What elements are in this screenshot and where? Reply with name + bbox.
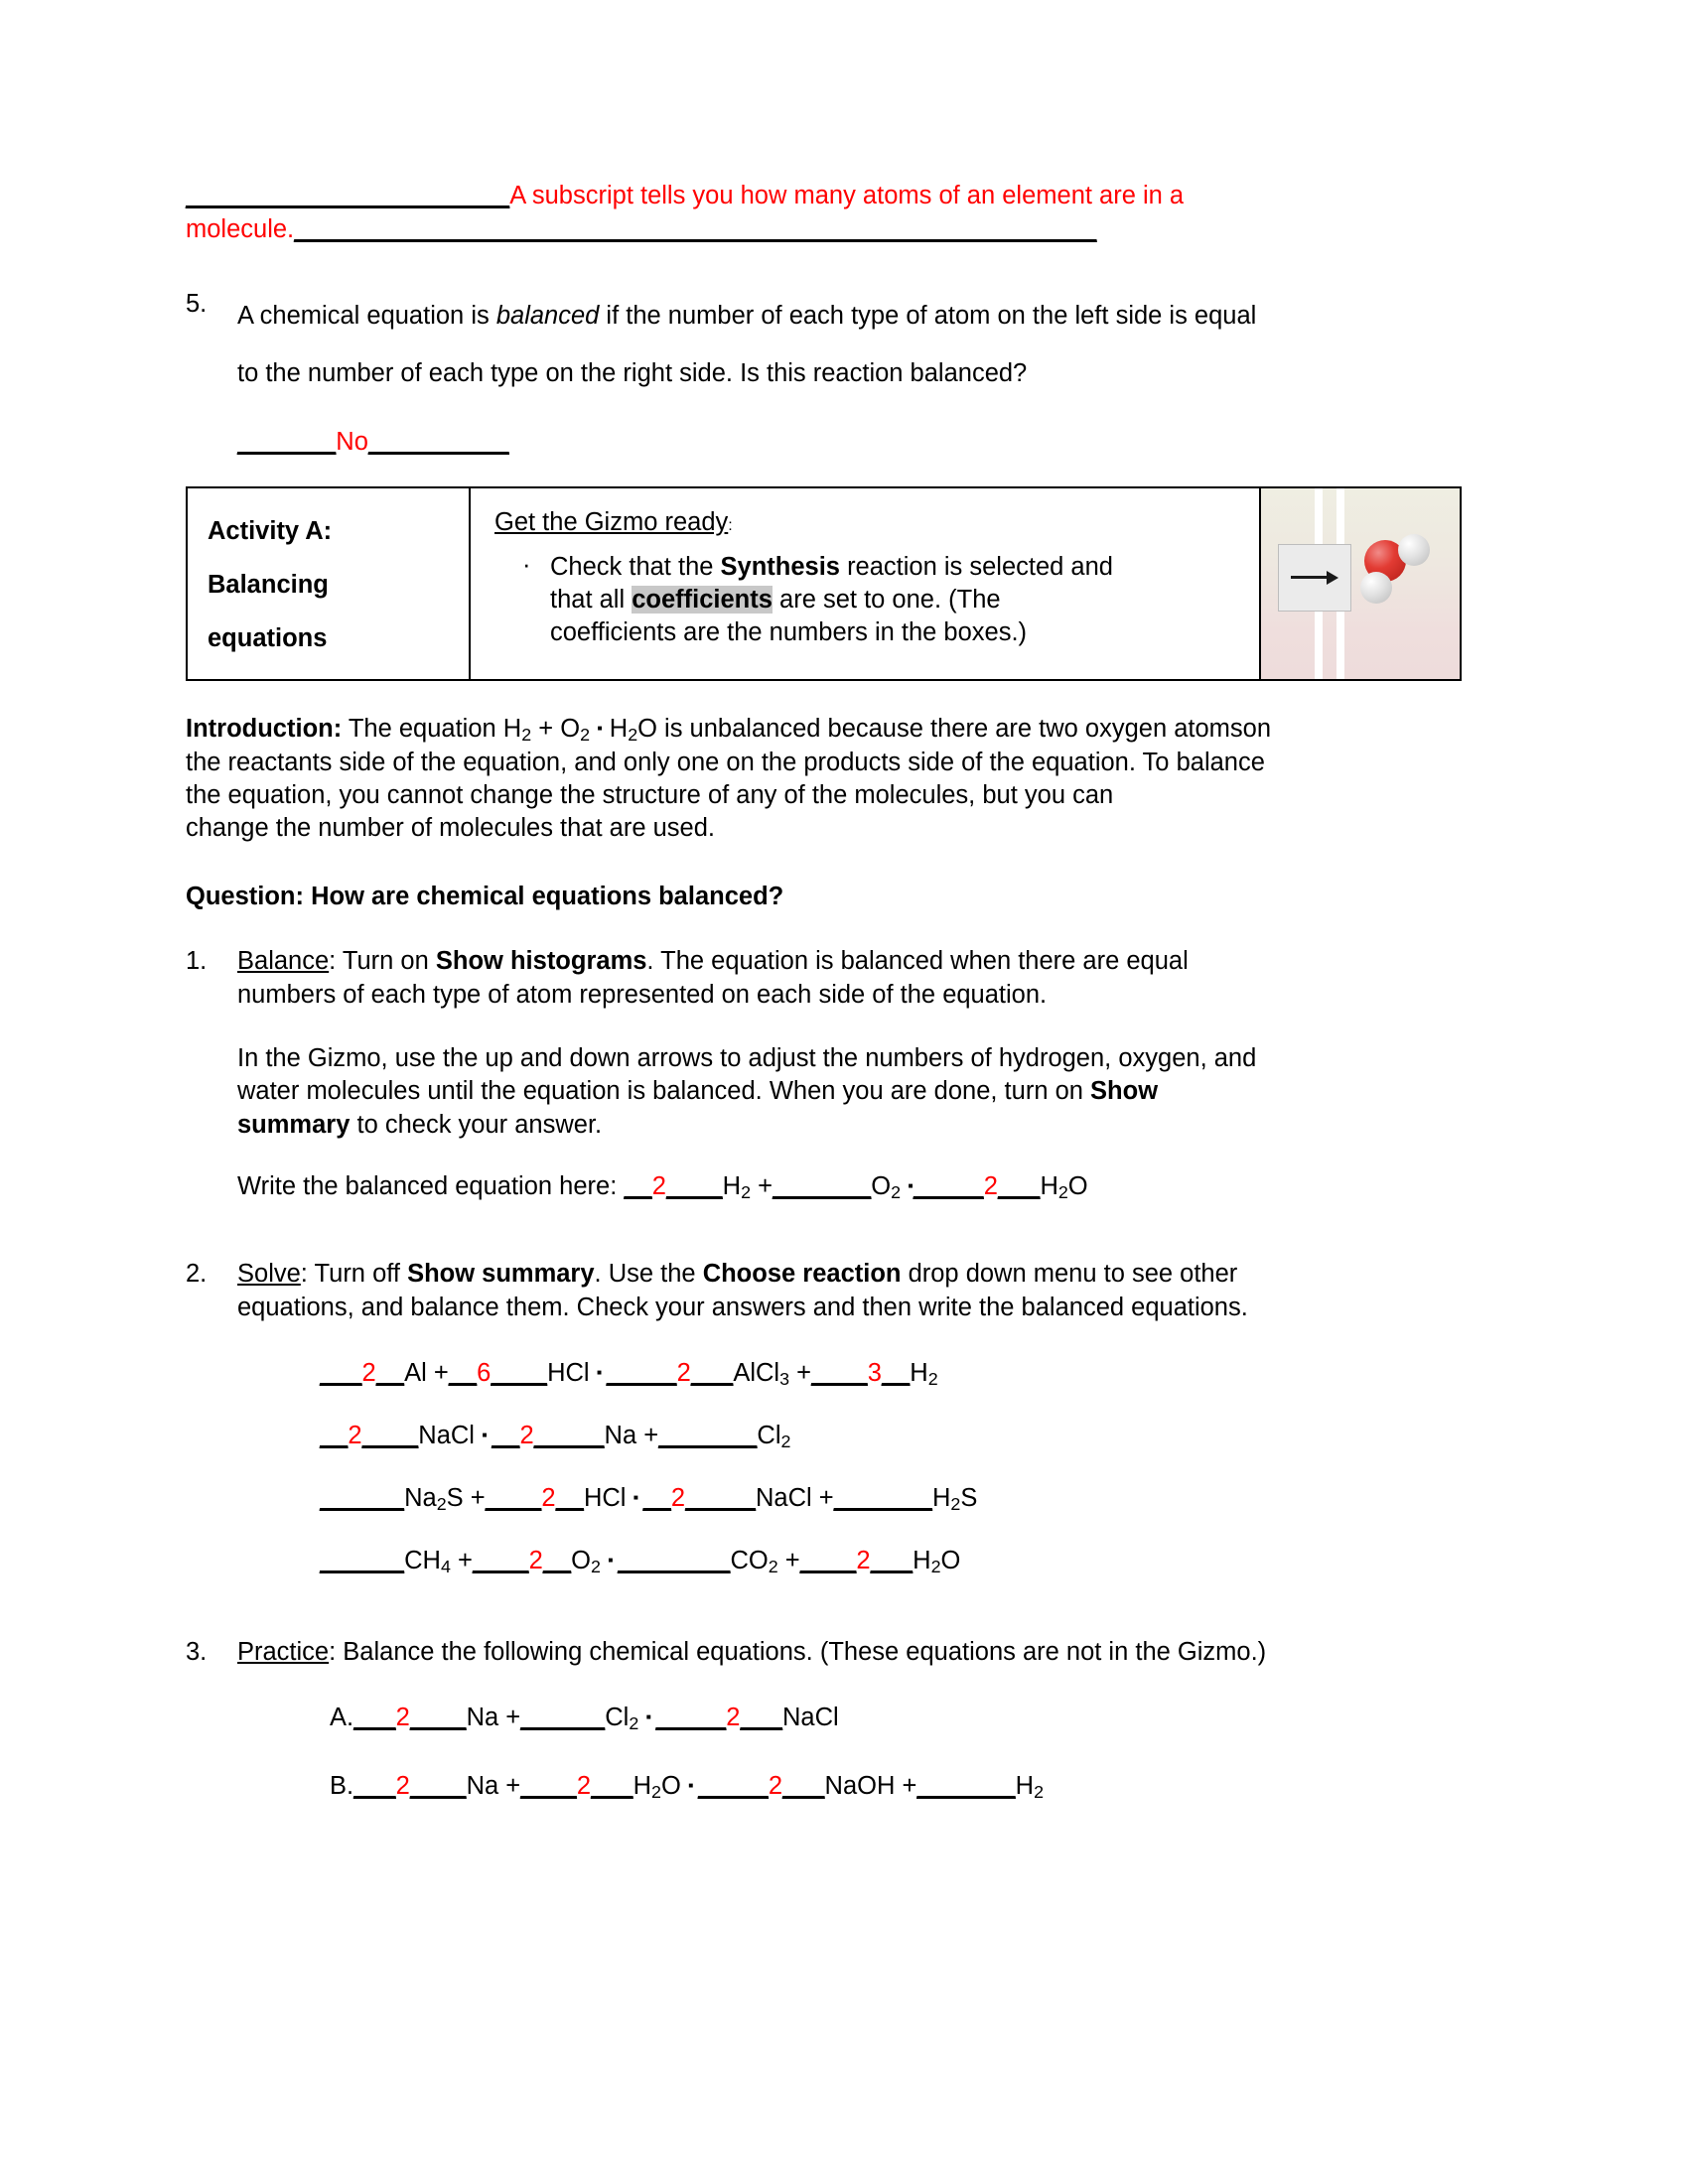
activity-a-label: Activity A: bbox=[208, 517, 333, 546]
item-2-text-c: drop down menu to see other bbox=[901, 1260, 1238, 1289]
item2-eq-0-text-3: Al + bbox=[404, 1358, 449, 1387]
item-1-write-equation-line bbox=[237, 1172, 1511, 1203]
item3-eq-1-blank-7: ___ bbox=[591, 1772, 633, 1800]
item-3-body bbox=[237, 1636, 1511, 1670]
eq1-coefficient-h2: 2 bbox=[651, 1171, 666, 1200]
item3-eq-1-formula-15: $H_2$ bbox=[1015, 1772, 1045, 1802]
item2-eq-1-blank-2: ____ bbox=[361, 1421, 419, 1449]
introduction-line1-a: The equation H bbox=[342, 714, 522, 743]
item2-eq-0-blank-4: __ bbox=[448, 1358, 478, 1387]
question-5-answer-post-blank: __________ bbox=[367, 428, 509, 457]
equation-row-practice-a-sodium-chlorine bbox=[330, 1704, 1511, 1734]
question-5-answer-pre-blank: _______ bbox=[237, 428, 337, 457]
item3-eq-1-text-0: B. bbox=[330, 1772, 354, 1800]
introduction-line2: the reactants side of the equation, and only one on the products side of the equation. To balance bbox=[186, 748, 1265, 776]
gizmo-thumbnail bbox=[1259, 488, 1460, 679]
item2-eq-1-arrow-glyph: ▪ bbox=[482, 1427, 492, 1444]
bullet-1-bold-synthesis: Synthesis bbox=[720, 553, 840, 582]
item2-eq-2-blank-0: ______ bbox=[320, 1483, 405, 1512]
item2-eq-0-blank-15: __ bbox=[881, 1358, 911, 1387]
item3-eq-1-blank-10: _____ bbox=[697, 1772, 769, 1800]
equation-row-sodium-chloride-decomposition bbox=[320, 1422, 1511, 1452]
item-1-underlined-label: Balance bbox=[237, 947, 330, 976]
item-3-equation-list bbox=[330, 1704, 1511, 1803]
item-1 bbox=[186, 945, 1511, 1012]
activity-a-box bbox=[186, 486, 1462, 681]
question-5-text-b: if the number of each type of atom on the left side is equal bbox=[599, 302, 1257, 331]
question-5-text-a: A chemical equation is bbox=[237, 302, 496, 331]
item2-eq-1-blank-9: _______ bbox=[658, 1421, 758, 1449]
item3-eq-1-formula-8: $H_2O$ bbox=[633, 1772, 688, 1802]
item2-eq-0-coefficient-5: 6 bbox=[477, 1358, 492, 1387]
item2-eq-1-text-3: NaCl bbox=[418, 1421, 483, 1449]
item3-eq-1-coefficient-11: 2 bbox=[768, 1772, 782, 1800]
eq1-sub-2: 2 bbox=[891, 1181, 902, 1202]
top-answer-trailing-blank: _________________________________________________________ bbox=[294, 215, 1097, 244]
introduction-sub-3: 2 bbox=[628, 724, 638, 745]
item2-eq-0-formula-12: AlCl$_3$ + bbox=[733, 1358, 811, 1389]
item2-eq-3-subscript-1: 4 bbox=[440, 1556, 451, 1576]
item3-eq-1-subscript-8: 2 bbox=[651, 1781, 661, 1802]
item-1-para2-a: In the Gizmo, use the up and down arrows to adjust the numbers of hydrogen, oxygen, and bbox=[237, 1043, 1257, 1072]
activity-a-subject-line1: Balancing bbox=[208, 570, 329, 599]
item3-eq-1-text-4: Na + bbox=[466, 1772, 521, 1800]
activity-a-bullet-list bbox=[494, 551, 1243, 649]
question-5-answer-line bbox=[237, 428, 1511, 457]
get-gizmo-ready-colon: : bbox=[728, 517, 733, 535]
question-5-italic-balanced: balanced bbox=[495, 302, 600, 331]
question-5 bbox=[186, 288, 1511, 402]
equation-row-methane-combustion bbox=[320, 1547, 1511, 1577]
item-1-bold-show-histograms: Show histograms bbox=[435, 947, 647, 976]
bullet-1-text-b: reaction is selected and bbox=[839, 553, 1113, 582]
item3-eq-1-blank-12: ___ bbox=[782, 1772, 825, 1800]
eq1-sub-1: 2 bbox=[741, 1181, 752, 1202]
item2-eq-2-subscript-12: 2 bbox=[950, 1493, 961, 1514]
item2-eq-0-coefficient-10: 2 bbox=[676, 1358, 691, 1387]
introduction-line1-c: H bbox=[602, 714, 629, 743]
item-2-text-d: equations, and balance them. Check your answers and then write the balanced equations. bbox=[237, 1294, 1248, 1322]
top-answer-block bbox=[186, 179, 1511, 246]
question-heading: Question: How are chemical equations balanced? bbox=[186, 883, 784, 911]
equation-row-aluminum-hydrochloric-acid bbox=[320, 1359, 1511, 1390]
item-2-bold-show-summary: Show summary bbox=[407, 1260, 595, 1289]
item-1-number: 1. bbox=[186, 947, 208, 976]
item3-eq-0-text-4: Na + bbox=[466, 1704, 521, 1732]
item2-eq-0-blank-6: ____ bbox=[491, 1358, 548, 1387]
introduction-line1-b: + O bbox=[531, 714, 581, 743]
reaction-arrow-glyph-intro: ▪ bbox=[597, 720, 603, 738]
item2-eq-1-coefficient-6: 2 bbox=[519, 1421, 534, 1449]
item3-eq-1-subscript-15: 2 bbox=[1034, 1781, 1045, 1802]
item2-eq-3-blank-2: ____ bbox=[472, 1546, 529, 1574]
item2-eq-3-coefficient-10: 2 bbox=[856, 1546, 871, 1574]
item2-eq-3-blank-0: ______ bbox=[320, 1546, 405, 1574]
item2-eq-0-text-7: HCl bbox=[547, 1358, 597, 1387]
item2-eq-2-blank-11: _______ bbox=[833, 1483, 932, 1512]
item2-eq-3-blank-4: __ bbox=[542, 1546, 572, 1574]
item3-eq-1-blank-14: _______ bbox=[916, 1772, 1016, 1800]
hydrogen-atom-icon-2 bbox=[1360, 572, 1392, 604]
bullet-1-text-c: that all bbox=[550, 586, 633, 614]
bullet-1-highlight-coefficients: coefficients bbox=[632, 586, 773, 614]
item3-eq-1-text-13: NaOH + bbox=[824, 1772, 917, 1800]
get-gizmo-ready-line bbox=[494, 508, 1243, 537]
eq1-arrow-glyph: ▪ bbox=[908, 1177, 914, 1195]
eq1-blank-5: ___ bbox=[997, 1171, 1041, 1200]
item2-eq-2-blank-4: __ bbox=[555, 1483, 584, 1512]
item2-eq-0-subscript-16: 2 bbox=[927, 1368, 938, 1389]
document-content bbox=[186, 179, 1511, 1803]
item2-eq-0-blank-11: ___ bbox=[690, 1358, 734, 1387]
item3-eq-0-text-11: NaCl bbox=[782, 1704, 839, 1732]
eq1-formula-o: O bbox=[871, 1171, 892, 1200]
eq1-formula-h2o-o: O bbox=[1067, 1171, 1088, 1200]
item2-eq-1-subscript-10: 2 bbox=[780, 1431, 791, 1451]
item3-eq-0-coefficient-2: 2 bbox=[395, 1704, 410, 1732]
item3-eq-0-arrow-glyph: ▪ bbox=[645, 1708, 656, 1726]
item-1-body bbox=[237, 945, 1511, 1012]
introduction-line3: the equation, you cannot change the structure of any of the molecules, but you can bbox=[186, 780, 1114, 809]
introduction-line1-d: O is unbalanced because there are two oxygen atomson bbox=[637, 714, 1272, 743]
item-1-para2-b: water molecules until the equation is balanced. When you are done, turn on bbox=[237, 1077, 1091, 1106]
item2-eq-2-formula-12: $H_2S$ bbox=[931, 1483, 978, 1514]
activity-a-title-cell bbox=[188, 488, 471, 679]
item-2-text-b: . Use the bbox=[594, 1260, 703, 1289]
item2-eq-2-formula-1: $Na_2S$ + bbox=[404, 1483, 486, 1514]
reaction-arrow-icon bbox=[1278, 544, 1351, 612]
activity-a-instructions-cell bbox=[471, 488, 1259, 679]
item2-eq-0-blank-0: ___ bbox=[320, 1358, 362, 1387]
item2-eq-0-arrow-glyph: ▪ bbox=[596, 1364, 607, 1382]
item2-eq-2-blank-9: _____ bbox=[685, 1483, 757, 1512]
top-answer-lead-blank: _______________________ bbox=[186, 182, 510, 209]
item2-eq-3-coefficient-3: 2 bbox=[528, 1546, 543, 1574]
item-1-text-b: . The equation is balanced when there are equal bbox=[646, 947, 1189, 976]
item2-eq-2-arrow-glyph: ▪ bbox=[633, 1489, 643, 1507]
bullet-1-text-d: are set to one. (The bbox=[772, 586, 1001, 614]
question-5-answer-value: No bbox=[336, 428, 368, 457]
item-1-bold-summary: summary bbox=[237, 1110, 351, 1139]
question-5-body bbox=[237, 288, 1511, 402]
item3-eq-1-blank-3: ____ bbox=[409, 1772, 467, 1800]
introduction-line4: change the number of molecules that are used. bbox=[186, 814, 715, 843]
top-answer-text-2: molecule. bbox=[186, 215, 295, 244]
item2-eq-2-blank-2: ____ bbox=[485, 1483, 542, 1512]
introduction-sub-2: 2 bbox=[580, 724, 590, 745]
item-3 bbox=[186, 1636, 1511, 1670]
question-5-text-c: to the number of each type on the right side. Is this reaction balanced? bbox=[237, 358, 1028, 387]
introduction-label: Introduction: bbox=[186, 714, 343, 743]
item3-eq-0-text-0: A. bbox=[330, 1704, 354, 1732]
item-3-underlined-label: Practice bbox=[237, 1638, 330, 1667]
item3-eq-0-blank-8: _____ bbox=[655, 1704, 727, 1732]
question-5-number: 5. bbox=[186, 290, 208, 319]
top-answer-text-1: A subscript tells you how many atoms of an element are in a bbox=[509, 182, 1185, 209]
item2-eq-3-subscript-5: 2 bbox=[591, 1556, 601, 1576]
eq1-plus-1: + bbox=[751, 1171, 774, 1200]
item2-eq-0-coefficient-1: 2 bbox=[361, 1358, 376, 1387]
introduction-sub-1: 2 bbox=[521, 724, 532, 745]
item-1-text-a: : Turn on bbox=[329, 947, 436, 976]
activity-a-subject-line2: equations bbox=[208, 623, 328, 652]
item-2-number: 2. bbox=[186, 1260, 208, 1289]
item2-eq-0-blank-13: ____ bbox=[811, 1358, 868, 1387]
item3-eq-1-blank-1: ___ bbox=[353, 1772, 396, 1800]
item2-eq-3-formula-1: $CH_4$ + bbox=[404, 1546, 473, 1576]
item2-eq-1-coefficient-1: 2 bbox=[348, 1421, 362, 1449]
item2-eq-3-blank-9: ____ bbox=[799, 1546, 857, 1574]
eq1-blank-2: ____ bbox=[665, 1171, 723, 1200]
item-2-underlined-label: Solve bbox=[237, 1260, 301, 1289]
item2-eq-1-blank-0: __ bbox=[320, 1421, 349, 1449]
equation-row-practice-b-sodium-water bbox=[330, 1772, 1511, 1803]
item3-eq-0-subscript-6: 2 bbox=[629, 1713, 639, 1733]
item-1-para2-c: to check your answer. bbox=[350, 1110, 603, 1139]
item3-eq-0-blank-10: ___ bbox=[740, 1704, 783, 1732]
item-2-body bbox=[237, 1258, 1511, 1324]
item-2-bold-choose-reaction: Choose reaction bbox=[702, 1260, 902, 1289]
activity-a-bullet-1 bbox=[494, 551, 1243, 649]
item2-eq-0-coefficient-14: 3 bbox=[867, 1358, 882, 1387]
item-1-paragraph-2 bbox=[237, 1042, 1511, 1143]
item3-eq-0-blank-5: ______ bbox=[520, 1704, 606, 1732]
item3-eq-0-coefficient-9: 2 bbox=[726, 1704, 741, 1732]
item2-eq-2-text-10: NaCl + bbox=[756, 1483, 834, 1512]
eq1-blank-3: _______ bbox=[773, 1171, 872, 1200]
eq1-coefficient-h2o: 2 bbox=[983, 1171, 998, 1200]
hydrogen-atom-icon-1 bbox=[1398, 534, 1430, 566]
item2-eq-3-blank-7: ________ bbox=[618, 1546, 731, 1574]
item2-eq-1-blank-7: _____ bbox=[533, 1421, 605, 1449]
item2-eq-3-formula-12: $H_2O$ bbox=[913, 1546, 961, 1576]
item-1-bold-show: Show bbox=[1090, 1077, 1159, 1106]
item-2 bbox=[186, 1258, 1511, 1324]
item2-eq-1-formula-10: $Cl_2$ bbox=[757, 1421, 791, 1451]
item2-eq-2-blank-7: __ bbox=[642, 1483, 671, 1512]
item2-eq-1-text-8: Na + bbox=[604, 1421, 659, 1449]
equation-row-sodium-sulfide-hydrochloric-acid bbox=[320, 1484, 1511, 1515]
item3-eq-0-formula-6: $Cl_2$ bbox=[605, 1704, 639, 1733]
item-2-equation-list bbox=[320, 1359, 1511, 1577]
item-1-text-c: numbers of each type of atom represented on each side of the equation. bbox=[237, 980, 1048, 1009]
item2-eq-2-coefficient-3: 2 bbox=[541, 1483, 556, 1512]
item2-eq-3-subscript-12: 2 bbox=[930, 1556, 941, 1576]
bullet-1-text-e: coefficients are the numbers in the boxes.) bbox=[550, 618, 1028, 647]
get-gizmo-ready-label: Get the Gizmo ready bbox=[494, 508, 729, 537]
eq1-blank-1: __ bbox=[624, 1171, 652, 1200]
eq1-blank-4: _____ bbox=[913, 1171, 984, 1200]
arrow-head-icon bbox=[1327, 571, 1338, 585]
item-3-number: 3. bbox=[186, 1638, 208, 1667]
introduction-paragraph bbox=[186, 713, 1511, 846]
item3-eq-1-arrow-glyph: ▪ bbox=[687, 1777, 698, 1795]
item2-eq-3-blank-11: ___ bbox=[870, 1546, 914, 1574]
item-3-text-a: : Balance the following chemical equations. (These equations are not in the Gizmo.) bbox=[329, 1638, 1267, 1667]
item3-eq-0-blank-1: ___ bbox=[353, 1704, 396, 1732]
item3-eq-0-blank-3: ____ bbox=[409, 1704, 467, 1732]
item2-eq-2-coefficient-8: 2 bbox=[670, 1483, 686, 1512]
item2-eq-3-formula-8: $CO_2$ + bbox=[730, 1546, 800, 1576]
item3-eq-1-coefficient-6: 2 bbox=[576, 1772, 592, 1800]
item2-eq-0-blank-2: __ bbox=[375, 1358, 405, 1387]
write-balanced-equation-label: Write the balanced equation here: bbox=[237, 1171, 625, 1200]
item2-eq-0-formula-16: $H_2$ bbox=[910, 1358, 938, 1389]
item2-eq-3-formula-5: $O_2$ bbox=[571, 1546, 601, 1576]
item-2-text-a: : Turn off bbox=[300, 1260, 408, 1289]
item2-eq-3-subscript-8: 2 bbox=[768, 1556, 778, 1576]
item2-eq-3-arrow-glyph: ▪ bbox=[608, 1552, 619, 1570]
item2-eq-1-blank-5: __ bbox=[492, 1421, 520, 1449]
bullet-1-text-a: Check that the bbox=[550, 553, 721, 582]
item3-eq-1-coefficient-2: 2 bbox=[395, 1772, 410, 1800]
item2-eq-0-subscript-12: 3 bbox=[779, 1368, 790, 1389]
item2-eq-2-subscript-1: 2 bbox=[436, 1493, 447, 1514]
item2-eq-0-blank-9: _____ bbox=[606, 1358, 677, 1387]
eq1-sub-3: 2 bbox=[1057, 1181, 1068, 1202]
item2-eq-2-text-5: HCl bbox=[583, 1483, 633, 1512]
eq1-formula-h: H bbox=[722, 1171, 742, 1200]
item3-eq-1-blank-5: ____ bbox=[520, 1772, 577, 1800]
eq1-formula-h2o-h: H bbox=[1040, 1171, 1058, 1200]
